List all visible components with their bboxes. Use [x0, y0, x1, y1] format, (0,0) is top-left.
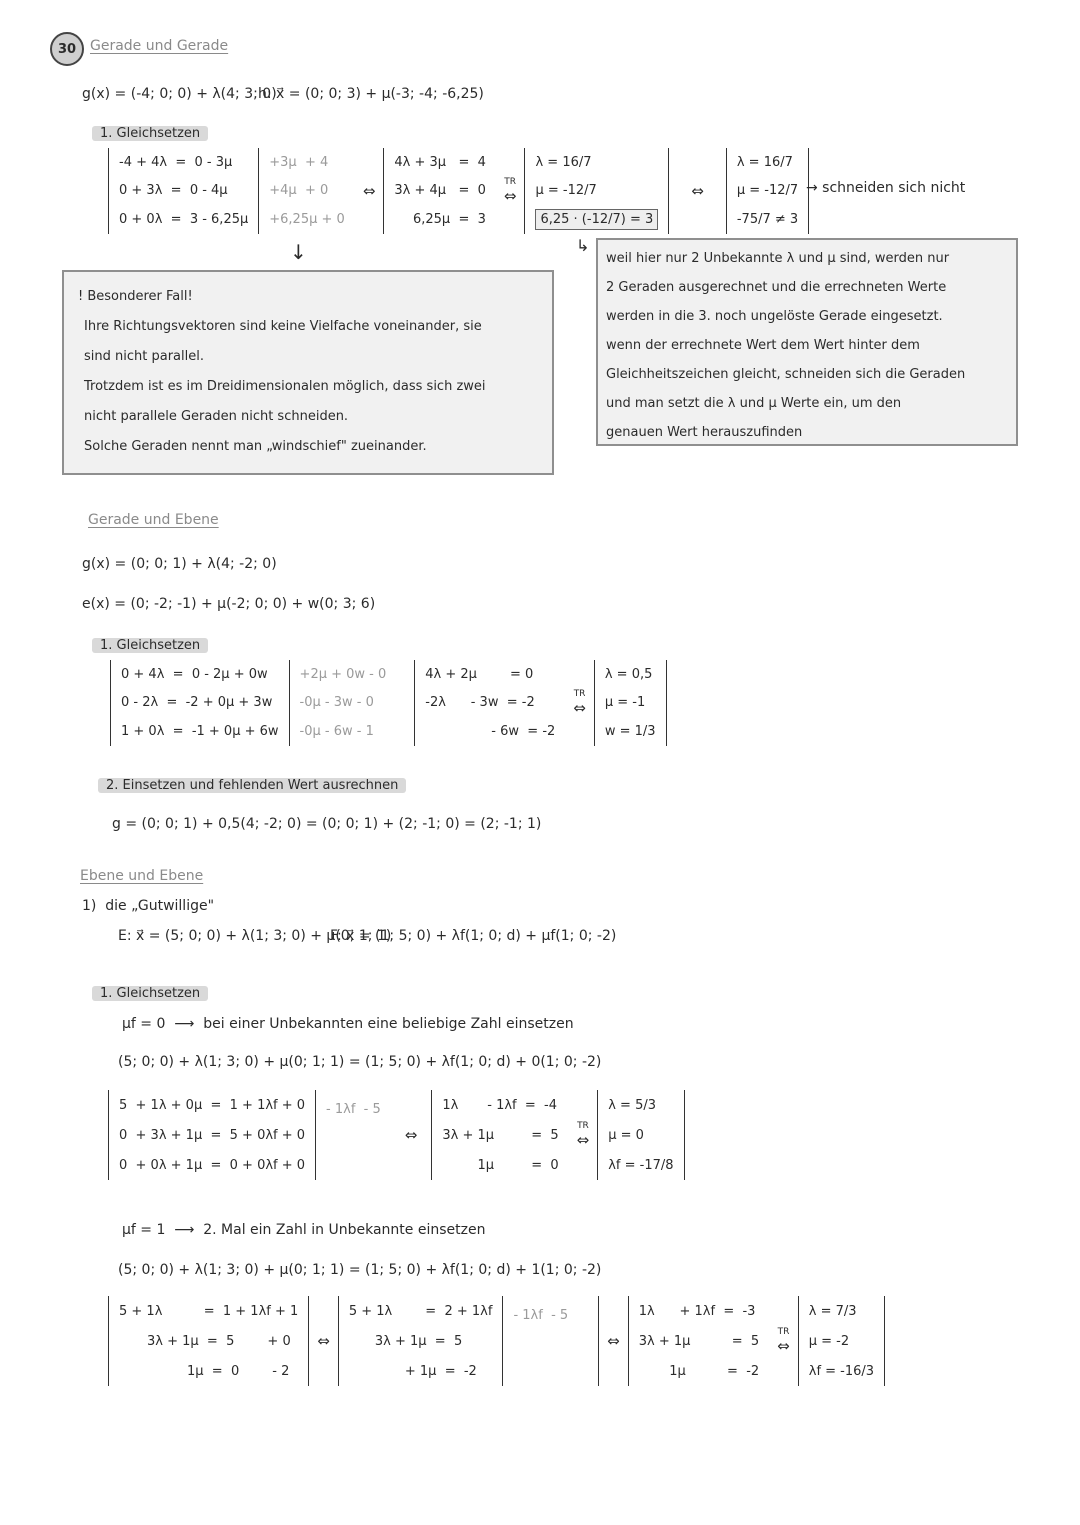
result-no-intersection: → schneiden sich nicht	[806, 180, 966, 196]
system-row: - 6w = -2	[491, 724, 556, 740]
system-row: -4 + 4λ = 0 - 3μ	[119, 154, 233, 170]
equivalence-arrow: ⇔	[503, 187, 517, 205]
section-title-line-plane: Gerade und Ebene	[88, 512, 219, 528]
system-rearranged	[628, 1296, 769, 1386]
operation-row: - 1λf - 5	[513, 1307, 569, 1323]
system-row: 3λ + 1μ = 5	[442, 1127, 559, 1143]
explanation-text: weil hier nur 2 Unbekannte λ und μ sind, werden nur	[606, 251, 950, 266]
system-line-line	[108, 148, 809, 234]
system-row: 5 + 1λ + 0μ = 1 + 1λf + 0	[119, 1097, 306, 1113]
equivalence-arrow: ⇔	[308, 1296, 338, 1386]
e-plane-definition: e(x) = (0; -2; -1) + μ(-2; 0; 0) + w(0; 3; 6)	[82, 596, 376, 612]
step-insert: 2. Einsetzen und fehlenden Wert ausrechnen	[98, 778, 406, 793]
special-case-text: sind nicht parallel.	[84, 349, 204, 364]
solution-row: -75/7 ≠ 3	[736, 212, 799, 228]
system-original	[108, 148, 258, 234]
solution-row: λ = 0,5	[604, 666, 653, 682]
tr-arrow	[565, 660, 594, 746]
system-row: 1λ - 1λf = -4	[442, 1097, 557, 1113]
operation-row	[513, 1370, 568, 1376]
system-original	[110, 660, 289, 746]
check-row: 6,25 · (-12/7) = 3	[535, 209, 658, 230]
operation-row	[326, 1164, 381, 1170]
system-row: 0 + 4λ = 0 - 2μ + 0w	[121, 666, 268, 682]
explanation-text: und man setzt die λ und μ Werte ein, um den	[606, 396, 902, 411]
step-equate-2: 1. Gleichsetzen	[92, 638, 208, 653]
system-row: 6,25μ = 3	[412, 212, 486, 228]
down-arrow-icon: ↓	[290, 240, 307, 264]
solution-result	[726, 148, 809, 234]
solution-row: μ = -2	[808, 1333, 850, 1349]
tr-arrow	[569, 1090, 598, 1180]
section-title-line-line: Gerade und Gerade	[90, 38, 229, 54]
solution-row: λf = -16/3	[808, 1363, 875, 1379]
equivalence-arrow: ⇔	[576, 1131, 590, 1149]
case-muf-one: μf = 1 ⟶ 2. Mal ein Zahl in Unbekannte einsetzen	[122, 1222, 486, 1238]
system-row: 1λ + 1λf = -3	[638, 1303, 756, 1319]
special-case-text: Trotzdem ist es im Dreidimensionalen möglich, dass sich zwei	[84, 379, 486, 394]
page-number: 30	[57, 41, 77, 57]
plane-equation-2: (5; 0; 0) + λ(1; 3; 0) + μ(0; 1; 1) = (1; 5; 0) + λf(1; 0; d) + 1(1; 0; -2)	[118, 1262, 602, 1278]
hook-arrow-icon: ↳	[576, 236, 590, 255]
system-rearranged	[414, 660, 565, 746]
page-number-badge	[50, 32, 84, 66]
explanation-text: wenn der errechnete Wert dem Wert hinter dem	[606, 338, 920, 353]
equivalence-arrow: ⇔	[777, 1337, 790, 1355]
system-operations	[289, 660, 415, 746]
special-case-text: nicht parallele Geraden nicht schneiden.	[84, 409, 349, 424]
solution-row: λ = 16/7	[535, 154, 592, 170]
system-row: 3λ + 1μ = 5	[374, 1333, 463, 1349]
solution-row: λf = -17/8	[608, 1157, 674, 1173]
operation-row: +4μ + 0	[269, 183, 329, 199]
tr-label: TR	[573, 689, 586, 699]
operation-row: +2μ + 0w - 0	[299, 666, 387, 682]
step-equate-1: 1. Gleichsetzen	[92, 126, 208, 141]
system-row: 1μ = 0 - 2	[187, 1363, 290, 1379]
explanation-box	[596, 238, 1018, 446]
system-row: 3λ + 1μ = 5 + 0	[147, 1333, 291, 1349]
E-plane-definition: E: x⃗ = (5; 0; 0) + λ(1; 3; 0) + μ(0; 1; 1)	[118, 928, 392, 944]
case-muf-zero: μf = 0 ⟶ bei einer Unbekannten eine beliebige Zahl einsetzen	[122, 1016, 574, 1032]
system-row: 4λ + 2μ = 0	[425, 666, 534, 682]
solution-row: w = 1/3	[604, 724, 656, 740]
special-case-text: Solche Geraden nennt man „windschief" zueinander.	[84, 439, 427, 454]
system-row: + 1μ = -2	[404, 1363, 477, 1379]
solution-result	[594, 660, 667, 746]
system-original	[108, 1090, 315, 1180]
equivalence-arrow: ⇔	[691, 182, 704, 200]
tr-arrow	[769, 1296, 798, 1386]
solution-row: μ = -12/7	[736, 183, 799, 199]
solution-row: λ = 5/3	[608, 1097, 657, 1113]
system-row: 3λ + 1μ = 5	[638, 1333, 760, 1349]
special-case-text: Ihre Richtungsvektoren sind keine Vielfache voneinander, sie	[84, 319, 482, 334]
operation-row: - 1λf - 5	[326, 1101, 381, 1117]
g-line-definition: g(x) = (0; 0; 1) + λ(4; -2; 0)	[82, 556, 277, 572]
tr-label: TR	[777, 1327, 790, 1337]
operation-row: +3μ + 4	[269, 154, 329, 170]
equivalence-arrow: ⇔	[404, 1126, 418, 1144]
equivalence-arrow: ⇔	[598, 1296, 628, 1386]
intersection-point-calculation: g = (0; 0; 1) + 0,5(4; -2; 0) = (0; 0; 1) + (2; -1; 0) = (2; -1; 1)	[112, 816, 542, 832]
operation-row	[513, 1344, 568, 1350]
explanation-text: Gleichheitszeichen gleicht, schneiden sich die Geraden	[606, 367, 966, 382]
system-row: 1μ = 0	[477, 1157, 559, 1173]
equivalence-arrow: ⇔	[573, 699, 586, 717]
special-case-box	[62, 270, 554, 475]
tr-label: TR	[504, 177, 517, 187]
tr-label: TR	[577, 1121, 589, 1131]
operation-row: -0μ - 6w - 1	[299, 724, 374, 740]
system-row: 0 + 3λ + 1μ = 5 + 0λf + 0	[119, 1127, 306, 1143]
g-line-definition: g(x) = (-4; 0; 0) + λ(4; 3; 0)	[82, 86, 277, 102]
system-rearranged	[431, 1090, 568, 1180]
system-operations	[315, 1090, 391, 1180]
solution-check	[524, 148, 669, 234]
h-line-definition: h: x⃗ = (0; 0; 3) + μ(-3; -4; -6,25)	[258, 86, 484, 102]
system-row: 1μ = -2	[669, 1363, 760, 1379]
operation-row: -0μ - 3w - 0	[299, 695, 374, 711]
solution-row: μ = -12/7	[535, 182, 597, 198]
plane-equation-1: (5; 0; 0) + λ(1; 3; 0) + μ(0; 1; 1) = (1; 5; 0) + λf(1; 0; d) + 0(1; 0; -2)	[118, 1054, 602, 1070]
solution-result	[597, 1090, 684, 1180]
step-equate-3: 1. Gleichsetzen	[92, 986, 208, 1001]
solution-row: λ = 16/7	[736, 154, 793, 170]
explanation-text: werden in die 3. noch ungelöste Gerade eingesetzt.	[606, 309, 943, 324]
system-row: -2λ - 3w = -2	[425, 695, 535, 711]
system-plane-plane-1	[108, 1090, 685, 1180]
operation-row: +6,25μ + 0	[269, 212, 345, 228]
special-case-title: ! Besonderer Fall!	[78, 289, 193, 304]
system-original	[108, 1296, 308, 1386]
operation-row	[326, 1138, 381, 1144]
explanation-text: 2 Geraden ausgerechnet und die errechneten Werte	[606, 280, 947, 295]
system-plane-plane-2	[108, 1296, 885, 1386]
solution-row: μ = -1	[604, 695, 646, 711]
system-row: 5 + 1λ = 1 + 1λf + 1	[119, 1303, 299, 1319]
solution-row: λ = 7/3	[808, 1303, 857, 1319]
solution-result	[798, 1296, 885, 1386]
system-row: 0 + 3λ = 0 - 4μ	[119, 183, 228, 199]
system-step	[338, 1296, 503, 1386]
system-operations	[258, 148, 355, 234]
tr-arrow	[496, 148, 525, 234]
equivalence-arrow: ⇔	[362, 182, 376, 200]
system-rearranged	[383, 148, 496, 234]
system-row: 1 + 0λ = -1 + 0μ + 6w	[121, 724, 279, 740]
system-row: 0 + 0λ + 1μ = 0 + 0λf + 0	[119, 1157, 306, 1173]
system-operations	[502, 1296, 598, 1386]
system-row: 3λ + 4μ = 0	[394, 183, 486, 199]
F-plane-definition: F: x⃗ = (1; 5; 0) + λf(1; 0; d) + μf(1; 0; -2)	[330, 928, 617, 944]
section-title-plane-plane: Ebene und Ebene	[80, 868, 204, 884]
system-row: 4λ + 3μ = 4	[394, 154, 486, 170]
explanation-text: genauen Wert herauszufinden	[606, 425, 803, 440]
system-row: 5 + 1λ = 2 + 1λf	[348, 1303, 493, 1319]
case-title-cooperative: 1) die „Gutwillige"	[82, 898, 215, 914]
solution-row: μ = 0	[608, 1127, 644, 1143]
system-line-plane	[110, 660, 667, 746]
system-row: 0 + 0λ = 3 - 6,25μ	[119, 212, 249, 228]
system-row: 0 - 2λ = -2 + 0μ + 3w	[121, 695, 273, 711]
